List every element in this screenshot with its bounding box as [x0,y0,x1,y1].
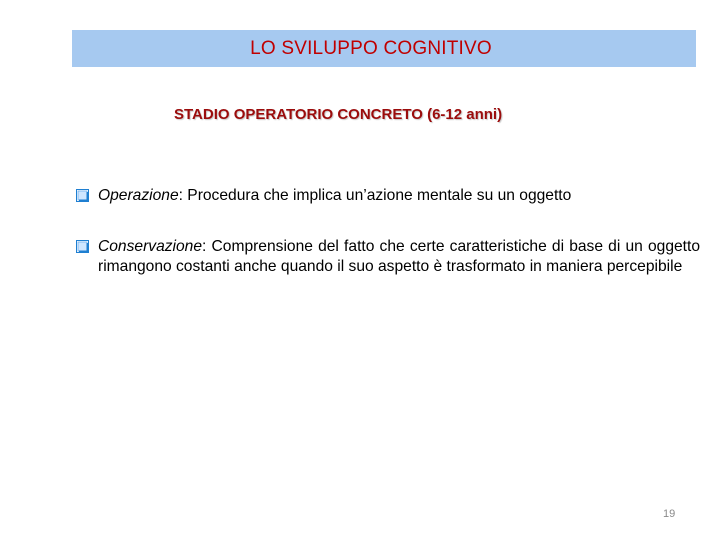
bullet-definition: : Comprensione del fatto che certe caratteristiche di base di un oggetto rimangono costanti anche quando il suo aspetto è trasformato in maniera percepibile [98,238,700,275]
bullet-term: Conservazione [98,238,203,255]
bullet-item [76,237,700,277]
checkbox-bullet-icon [76,186,98,211]
bullet-term: Operazione [98,187,179,204]
bullet-text [98,237,700,277]
slide-subtitle: STADIO OPERATORIO CONCRETO (6-12 anni) [174,106,503,123]
bullet-item [76,186,700,211]
bullet-text [98,186,700,206]
checkbox-bullet-icon [76,237,98,262]
bullet-list [76,186,700,303]
slide-title: LO SVILUPPO COGNITIVO [250,37,492,59]
title-bar [72,30,696,67]
page-number: 19 [663,508,676,520]
bullet-definition: : Procedura che implica un’azione mentale su un oggetto [178,187,572,204]
